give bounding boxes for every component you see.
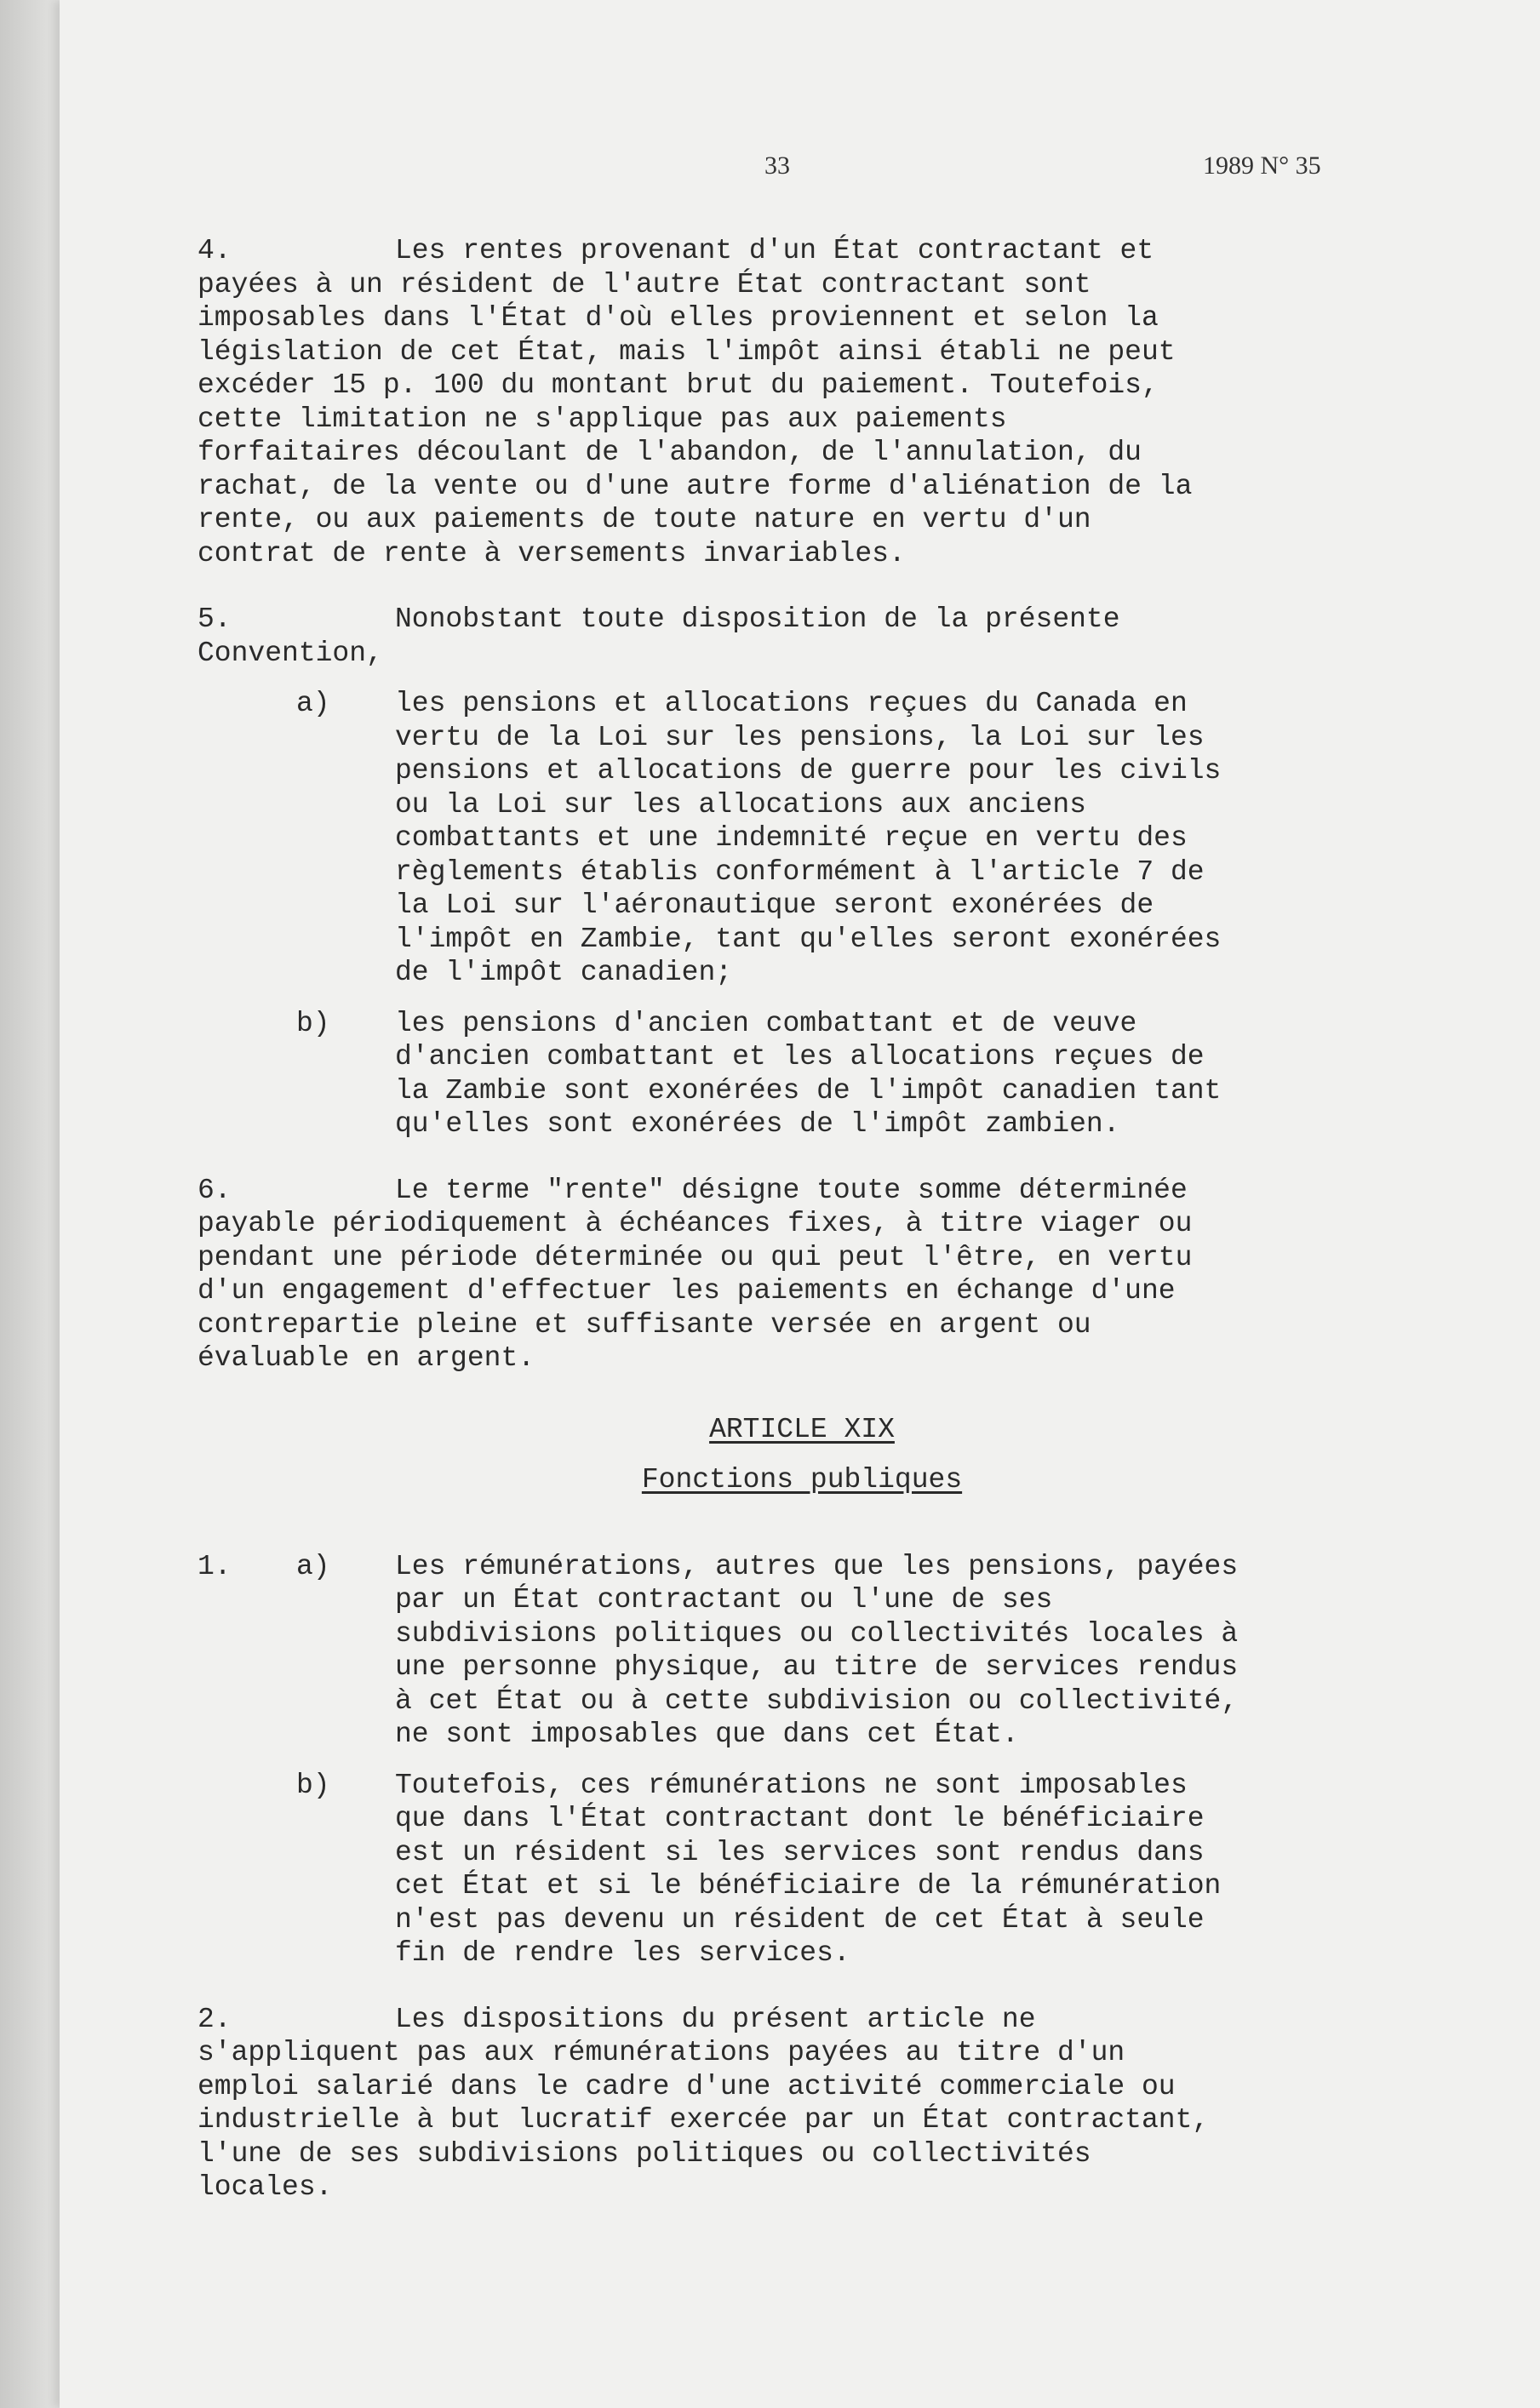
paragraph-line: Les dispositions du présent article ne: [395, 2003, 1036, 2035]
paragraph-line: rachat, de la vente ou d'une autre forme d'aliénation de la: [198, 470, 1193, 502]
paragraph-line: payées à un résident de l'autre État contractant sont: [198, 268, 1091, 300]
article-title: ARTICLE XIX: [709, 1413, 895, 1445]
paragraph-line: pendant une période déterminée ou qui peut l'être, en vertu: [198, 1241, 1193, 1273]
page-number: 33: [764, 152, 790, 180]
item-text: Toutefois, ces rémunérations ne sont imposables que dans l'État contractant dont le bénéficiaire est un résident si les services sont rendus dans cet État et si le bénéficiaire de la rémunération n'est pas devenu un résident de cet État à seule fin de rendre les services.: [395, 1769, 1222, 1969]
paragraph-line: excéder 15 p. 100 du montant brut du paiement. Toutefois,: [198, 369, 1159, 401]
page-header: [0, 152, 1540, 194]
article-paragraph-2: [198, 2003, 1406, 2205]
paragraph-line: industrielle à but lucratif exercée par un État contractant,: [198, 2104, 1210, 2136]
item-text: les pensions d'ancien combattant et de veuve d'ancien combattant et les allocations reçues de la Zambie sont exonérées de l'impôt canadien tant qu'elles sont exonérées de l'impôt zambien.: [395, 1007, 1222, 1140]
item-text: les pensions et allocations reçues du Canada en vertu de la Loi sur les pensions, la Loi sur les pensions et allocations de guerre pour les civils ou la Loi sur les allocations aux anciens combattants et une indemnité reçue en vertu des règlements établis conformément à l'article 7 de la Loi sur l'aéronautique seront exonérées de l'impôt en Zambie, tant qu'elles seront exonérées de l'impôt canadien;: [395, 688, 1222, 988]
item-text: Les rémunérations, autres que les pensions, payées par un État contractant ou l'une de ses subdivisions politiques ou collectivités locales à une personne physique, au titre de services rendus à cet État ou à cette subdivision ou collectivité, ne sont imposables que dans cet État.: [395, 1550, 1239, 1750]
paragraph-line: évaluable en argent.: [198, 1342, 535, 1374]
paragraph-number: 4.: [198, 235, 232, 266]
paragraph-line: contrat de rente à versements invariables.: [198, 537, 906, 569]
page-binding-edge: [0, 0, 60, 2408]
paragraph-6: [198, 1174, 1406, 1376]
item-label: a): [296, 1550, 330, 1582]
paragraph-line: rente, ou aux paiements de toute nature en vertu d'un: [198, 504, 1091, 535]
paragraph-line: Les rentes provenant d'un État contractant et: [395, 235, 1154, 266]
paragraph-line: législation de cet État, mais l'impôt ainsi établi ne peut: [198, 335, 1176, 368]
paragraph-line: imposables dans l'État d'où elles proviennent et selon la: [198, 302, 1159, 334]
paragraph-5-item-b: [198, 1007, 1406, 1141]
paragraph-line: d'un engagement d'effectuer les paiements en échange d'une: [198, 1275, 1176, 1307]
paragraph-line: payable périodiquement à échéances fixes, à titre viager ou: [198, 1208, 1193, 1239]
paragraph-number: 6.: [198, 1174, 232, 1206]
paragraph-line: contrepartie pleine et suffisante versée en argent ou: [198, 1308, 1091, 1341]
paragraph-line: l'une de ses subdivisions politiques ou collectivités: [198, 2137, 1091, 2170]
paragraph-line: Nonobstant toute disposition de la présente: [395, 603, 1120, 635]
paragraph-line: Le terme "rente" désigne toute somme déterminée: [395, 1174, 1188, 1206]
paragraph-number: 5.: [198, 603, 232, 635]
paragraph-line: locales.: [198, 2171, 333, 2203]
paragraph-number: 2.: [198, 2003, 232, 2035]
paragraph-number: 1.: [198, 1550, 232, 1582]
paragraph-line: cette limitation ne s'applique pas aux paiements: [198, 403, 1007, 435]
item-label: a): [296, 688, 330, 719]
paragraph-line: emploi salarié dans le cadre d'une activité commerciale ou: [198, 2070, 1176, 2102]
article-paragraph-1-item-b: [198, 1769, 1406, 1970]
paragraph-5-item-a: [198, 687, 1406, 990]
item-label: b): [296, 1007, 330, 1039]
issue-number: 1989 N° 35: [1203, 152, 1321, 180]
article-subtitle: Fonctions publiques: [641, 1464, 963, 1496]
paragraph-line: s'appliquent pas aux rémunérations payées au titre d'un: [198, 2037, 1125, 2068]
paragraph-line: Convention,: [198, 637, 383, 669]
paragraph-5: [198, 603, 1406, 670]
article-paragraph-1-item-a: [198, 1550, 1406, 1752]
document-body: [198, 234, 1406, 2237]
paragraph-line: forfaitaires découlant de l'abandon, de l'annulation, du: [198, 437, 1142, 468]
item-label: b): [296, 1769, 330, 1801]
paragraph-4: [198, 234, 1406, 570]
